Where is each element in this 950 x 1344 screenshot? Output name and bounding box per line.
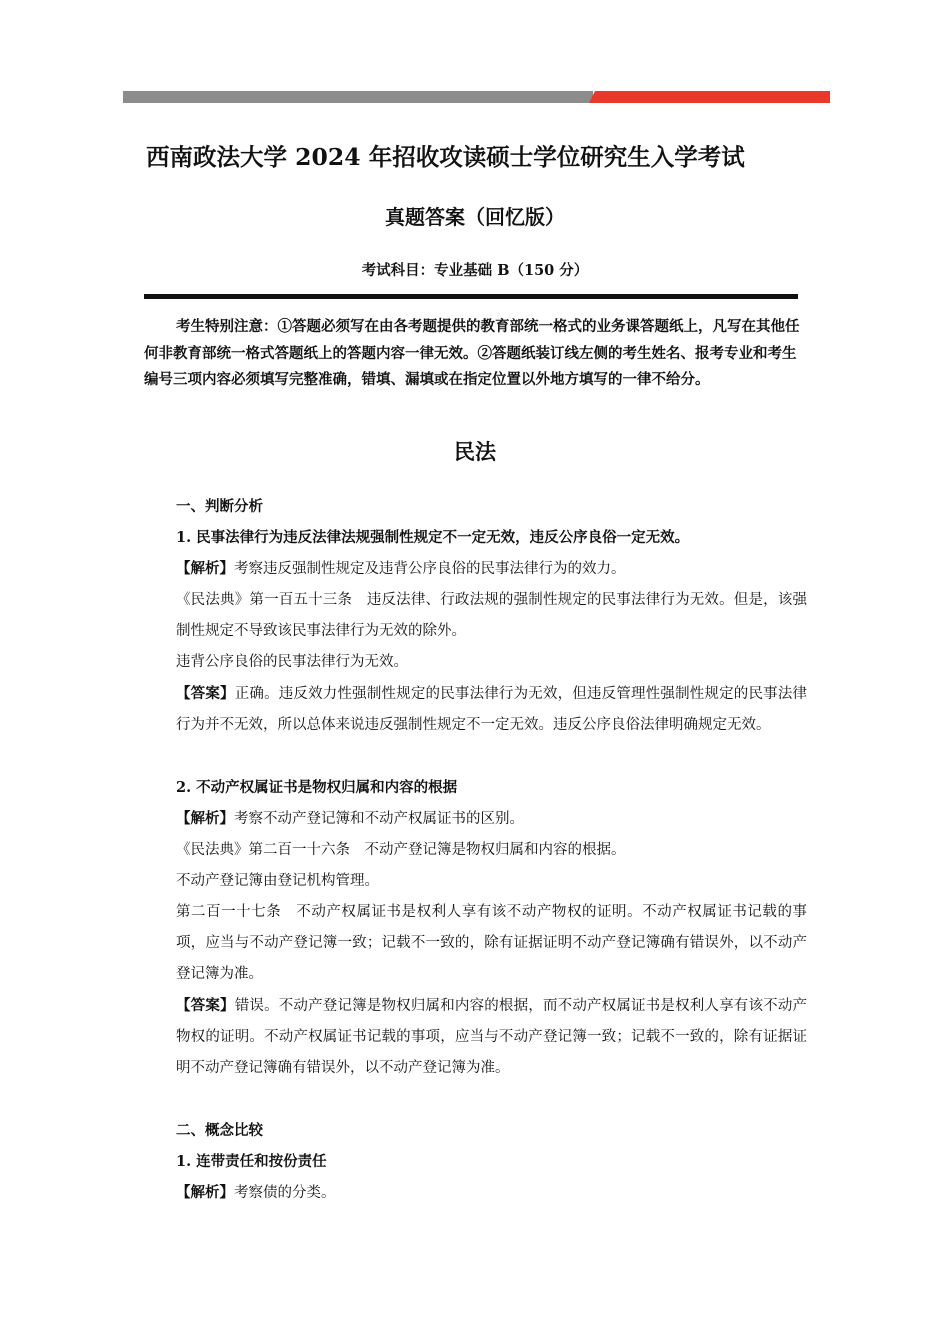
- spacer: [144, 1084, 807, 1115]
- header-rule: [144, 294, 798, 299]
- analysis-tag: 【解析】: [176, 1184, 234, 1201]
- p2-q1-analysis-text: 考察债的分类。: [234, 1185, 336, 1201]
- header-bar-red: [589, 91, 830, 103]
- q1-analysis: [144, 553, 807, 585]
- part2-heading: 二、概念比较: [176, 1122, 263, 1139]
- exam-subject: 考试科目：专业基础 B（150 分）: [361, 262, 589, 279]
- analysis-tag: 【解析】: [176, 560, 234, 577]
- q1-law1: 《民法典》第一百五十三条 违反法律、行政法规的强制性规定的民事法律行为无效。但是，该强制性规定不导致该民事法律行为无效的除外。: [176, 592, 807, 639]
- answer-tag: 【答案】: [176, 997, 235, 1014]
- section-title: 民法: [454, 439, 496, 464]
- q2-title: 2. 不动产权属证书是物权归属和内容的根据: [176, 779, 458, 796]
- q2-analysis-text: 考察不动产登记簿和不动产权属证书的区别。: [234, 811, 524, 827]
- q2-analysis: [144, 803, 807, 835]
- q2-law2: 不动产登记簿由登记机构管理。: [176, 873, 379, 889]
- answer-tag: 【答案】: [176, 685, 235, 702]
- q1-answer-text: 正确。违反效力性强制性规定的民事法律行为无效，但违反管理性强制性规定的民事法律行为并不无效，所以总体来说违反强制性规定不一定无效。违反公序良俗法律明确规定无效。: [176, 686, 808, 733]
- q1-answer: [144, 678, 807, 741]
- q1-analysis-text: 考察违反强制性规定及违背公序良俗的民事法律行为的效力。: [234, 561, 626, 577]
- p2-q1-title: 1. 连带责任和按份责任: [176, 1153, 327, 1170]
- document-subtitle: 真题答案（回忆版）: [385, 205, 565, 229]
- notice-text: 考生特别注意：①答题必须写在由各考题提供的教育部统一格式的业务课答题纸上，凡写在其他任何非教育部统一格式答题纸上的答题内容一律无效。②答题纸装订线左侧的考生姓名、报考专业和考生编号三项内容必须填写完整准确，错填、漏填或在指定位置以外地方填写的一律不给分。: [144, 318, 800, 388]
- q2-law1: 《民法典》第二百一十六条 不动产登记簿是物权归属和内容的根据。: [176, 842, 626, 858]
- content-body: [144, 491, 807, 1209]
- spacer: [144, 741, 807, 772]
- part1-heading: 一、判断分析: [176, 498, 263, 515]
- q1-law2: 违背公序良俗的民事法律行为无效。: [176, 654, 408, 670]
- header-bar-gray: [123, 91, 593, 103]
- q1-title: 1. 民事法律行为违反法律法规强制性规定不一定无效，违反公序良俗一定无效。: [176, 529, 690, 546]
- analysis-tag: 【解析】: [176, 810, 234, 827]
- notice-block: [144, 314, 804, 394]
- p2-q1-analysis: [144, 1177, 807, 1209]
- q2-answer-text: 错误。不动产登记簿是物权归属和内容的根据，而不动产权属证书是权利人享有该不动产物权的证明。不动产权属证书记载的事项，应当与不动产登记簿一致；记载不一致的，除有证据证明不动产登记簿确有错误外，以不动产登记簿为准。: [176, 998, 808, 1076]
- q2-answer: [144, 990, 807, 1084]
- q2-law3: 第二百一十七条 不动产权属证书是权利人享有该不动产物权的证明。不动产权属证书记载的事项，应当与不动产登记簿一致；记载不一致的，除有证据证明不动产登记簿确有错误外，以不动产登记簿为准。: [176, 904, 807, 982]
- document-title: 西南政法大学 2024 年招收攻读硕士学位研究生入学考试: [146, 143, 745, 171]
- q1-law1-wrap: [144, 585, 807, 647]
